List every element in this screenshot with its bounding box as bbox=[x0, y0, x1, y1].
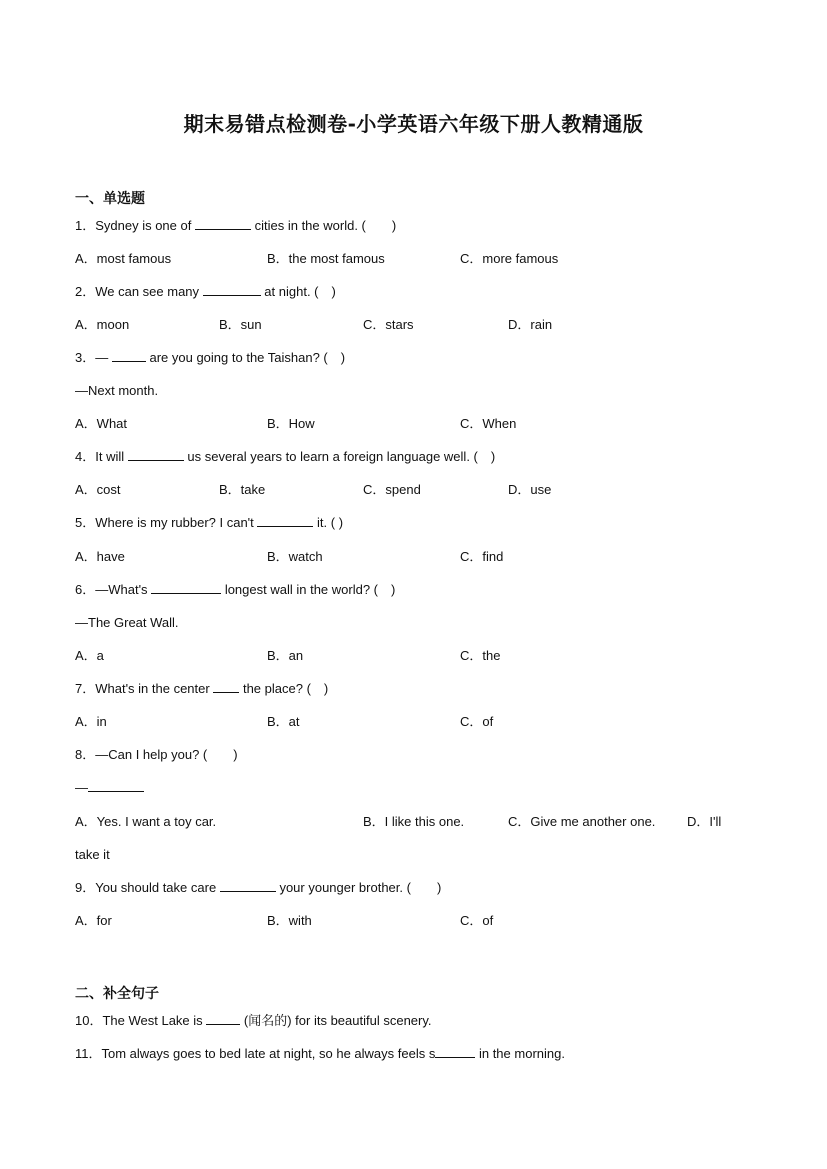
section-heading-complete-sentences: 二、补全句子 bbox=[75, 986, 159, 1002]
option-b[interactable]: B．sun bbox=[219, 317, 262, 332]
question-11-stem-end: in the morning. bbox=[478, 1046, 565, 1061]
question-3-stem: 3．— bbox=[75, 350, 109, 365]
question-2-stem-end: at night. ( ) bbox=[264, 284, 336, 299]
option-c[interactable]: C．Give me another one. bbox=[508, 814, 656, 829]
option-a[interactable]: A．have bbox=[75, 549, 125, 564]
question-11 bbox=[75, 1045, 565, 1063]
option-a[interactable]: A．What bbox=[75, 416, 128, 431]
option-d-continuation[interactable]: take it bbox=[75, 847, 110, 862]
answer-blank[interactable] bbox=[151, 581, 221, 594]
question-5-stem: 5．Where is my rubber? I can't bbox=[75, 515, 254, 530]
question-9-stem-end: your younger brother. ( ) bbox=[279, 880, 442, 895]
question-9-stem: 9．You should take care bbox=[75, 880, 217, 895]
option-b[interactable]: B．take bbox=[219, 482, 266, 497]
question-4-stem: 4．It will bbox=[75, 449, 125, 464]
option-a[interactable]: A．for bbox=[75, 913, 112, 928]
option-a[interactable]: A．most famous bbox=[75, 251, 172, 266]
question-4-stem-end: us several years to learn a foreign language well. ( ) bbox=[187, 449, 496, 464]
answer-blank[interactable] bbox=[203, 283, 261, 296]
question-7 bbox=[75, 680, 328, 698]
option-b[interactable]: B．with bbox=[267, 913, 312, 928]
answer-blank[interactable] bbox=[220, 879, 276, 892]
question-7-stem: 7．What's in the center bbox=[75, 681, 210, 696]
option-c[interactable]: C．spend bbox=[363, 482, 421, 497]
page-title: 期末易错点检测卷-小学英语六年级下册人教精通版 bbox=[183, 112, 644, 136]
option-b[interactable]: B．I like this one. bbox=[363, 814, 465, 829]
option-b[interactable]: B．at bbox=[267, 714, 300, 729]
option-b[interactable]: B．How bbox=[267, 416, 315, 431]
section-heading-single-choice: 一、单选题 bbox=[75, 191, 145, 207]
question-2-stem: 2．We can see many bbox=[75, 284, 200, 299]
question-6-stem: 6．—What's bbox=[75, 582, 148, 597]
question-4 bbox=[75, 448, 495, 466]
question-5 bbox=[75, 514, 343, 532]
question-1-stem-end: cities in the world. ( ) bbox=[254, 218, 397, 233]
question-6 bbox=[75, 581, 395, 599]
option-c[interactable]: C．stars bbox=[363, 317, 414, 332]
option-a[interactable]: A．in bbox=[75, 714, 107, 729]
question-7-stem-end: the place? ( ) bbox=[242, 681, 329, 696]
option-b[interactable]: B．an bbox=[267, 648, 304, 663]
option-b[interactable]: B．the most famous bbox=[267, 251, 385, 266]
answer-blank[interactable] bbox=[206, 1012, 240, 1025]
question-8-reply-dash: — bbox=[75, 780, 88, 795]
question-2 bbox=[75, 283, 336, 301]
answer-blank[interactable] bbox=[112, 349, 146, 362]
answer-blank[interactable] bbox=[435, 1045, 475, 1058]
question-10-stem: 10．The West Lake is bbox=[75, 1013, 203, 1028]
question-11-stem: 11．Tom always goes to bed late at night, so he always feels s bbox=[75, 1046, 436, 1061]
option-a[interactable]: A．cost bbox=[75, 482, 121, 497]
answer-blank[interactable] bbox=[88, 779, 144, 792]
option-a[interactable]: A．Yes. I want a toy car. bbox=[75, 814, 217, 829]
question-10-stem-end: (闻名的) for its beautiful scenery. bbox=[243, 1013, 432, 1028]
option-c[interactable]: C．of bbox=[460, 714, 494, 729]
question-6-stem-end: longest wall in the world? ( ) bbox=[224, 582, 396, 597]
question-6-reply: —The Great Wall. bbox=[75, 615, 179, 630]
option-c[interactable]: C．find bbox=[460, 549, 504, 564]
option-a[interactable]: A．a bbox=[75, 648, 104, 663]
question-9 bbox=[75, 879, 441, 897]
answer-blank[interactable] bbox=[128, 448, 184, 461]
option-b[interactable]: B．watch bbox=[267, 549, 323, 564]
option-d[interactable]: D．use bbox=[508, 482, 552, 497]
question-5-stem-end: it. ( ) bbox=[317, 515, 344, 530]
option-c[interactable]: C．When bbox=[460, 416, 517, 431]
option-c[interactable]: C．more famous bbox=[460, 251, 559, 266]
option-c[interactable]: C．the bbox=[460, 648, 501, 663]
option-c[interactable]: C．of bbox=[460, 913, 494, 928]
question-8-stem: 8．—Can I help you? ( ) bbox=[75, 747, 238, 762]
question-10 bbox=[75, 1012, 432, 1030]
question-1 bbox=[75, 217, 396, 235]
question-3-reply: —Next month. bbox=[75, 383, 159, 398]
question-8-reply bbox=[75, 779, 144, 797]
answer-blank[interactable] bbox=[213, 680, 239, 693]
option-a[interactable]: A．moon bbox=[75, 317, 130, 332]
question-1-stem: 1．Sydney is one of bbox=[75, 218, 192, 233]
question-3 bbox=[75, 349, 345, 367]
question-8 bbox=[75, 746, 238, 764]
question-3-stem-end: are you going to the Taishan? ( ) bbox=[149, 350, 346, 365]
option-d[interactable]: D．I'll bbox=[687, 814, 722, 829]
answer-blank[interactable] bbox=[195, 217, 251, 230]
answer-blank[interactable] bbox=[257, 514, 313, 527]
option-d[interactable]: D．rain bbox=[508, 317, 553, 332]
